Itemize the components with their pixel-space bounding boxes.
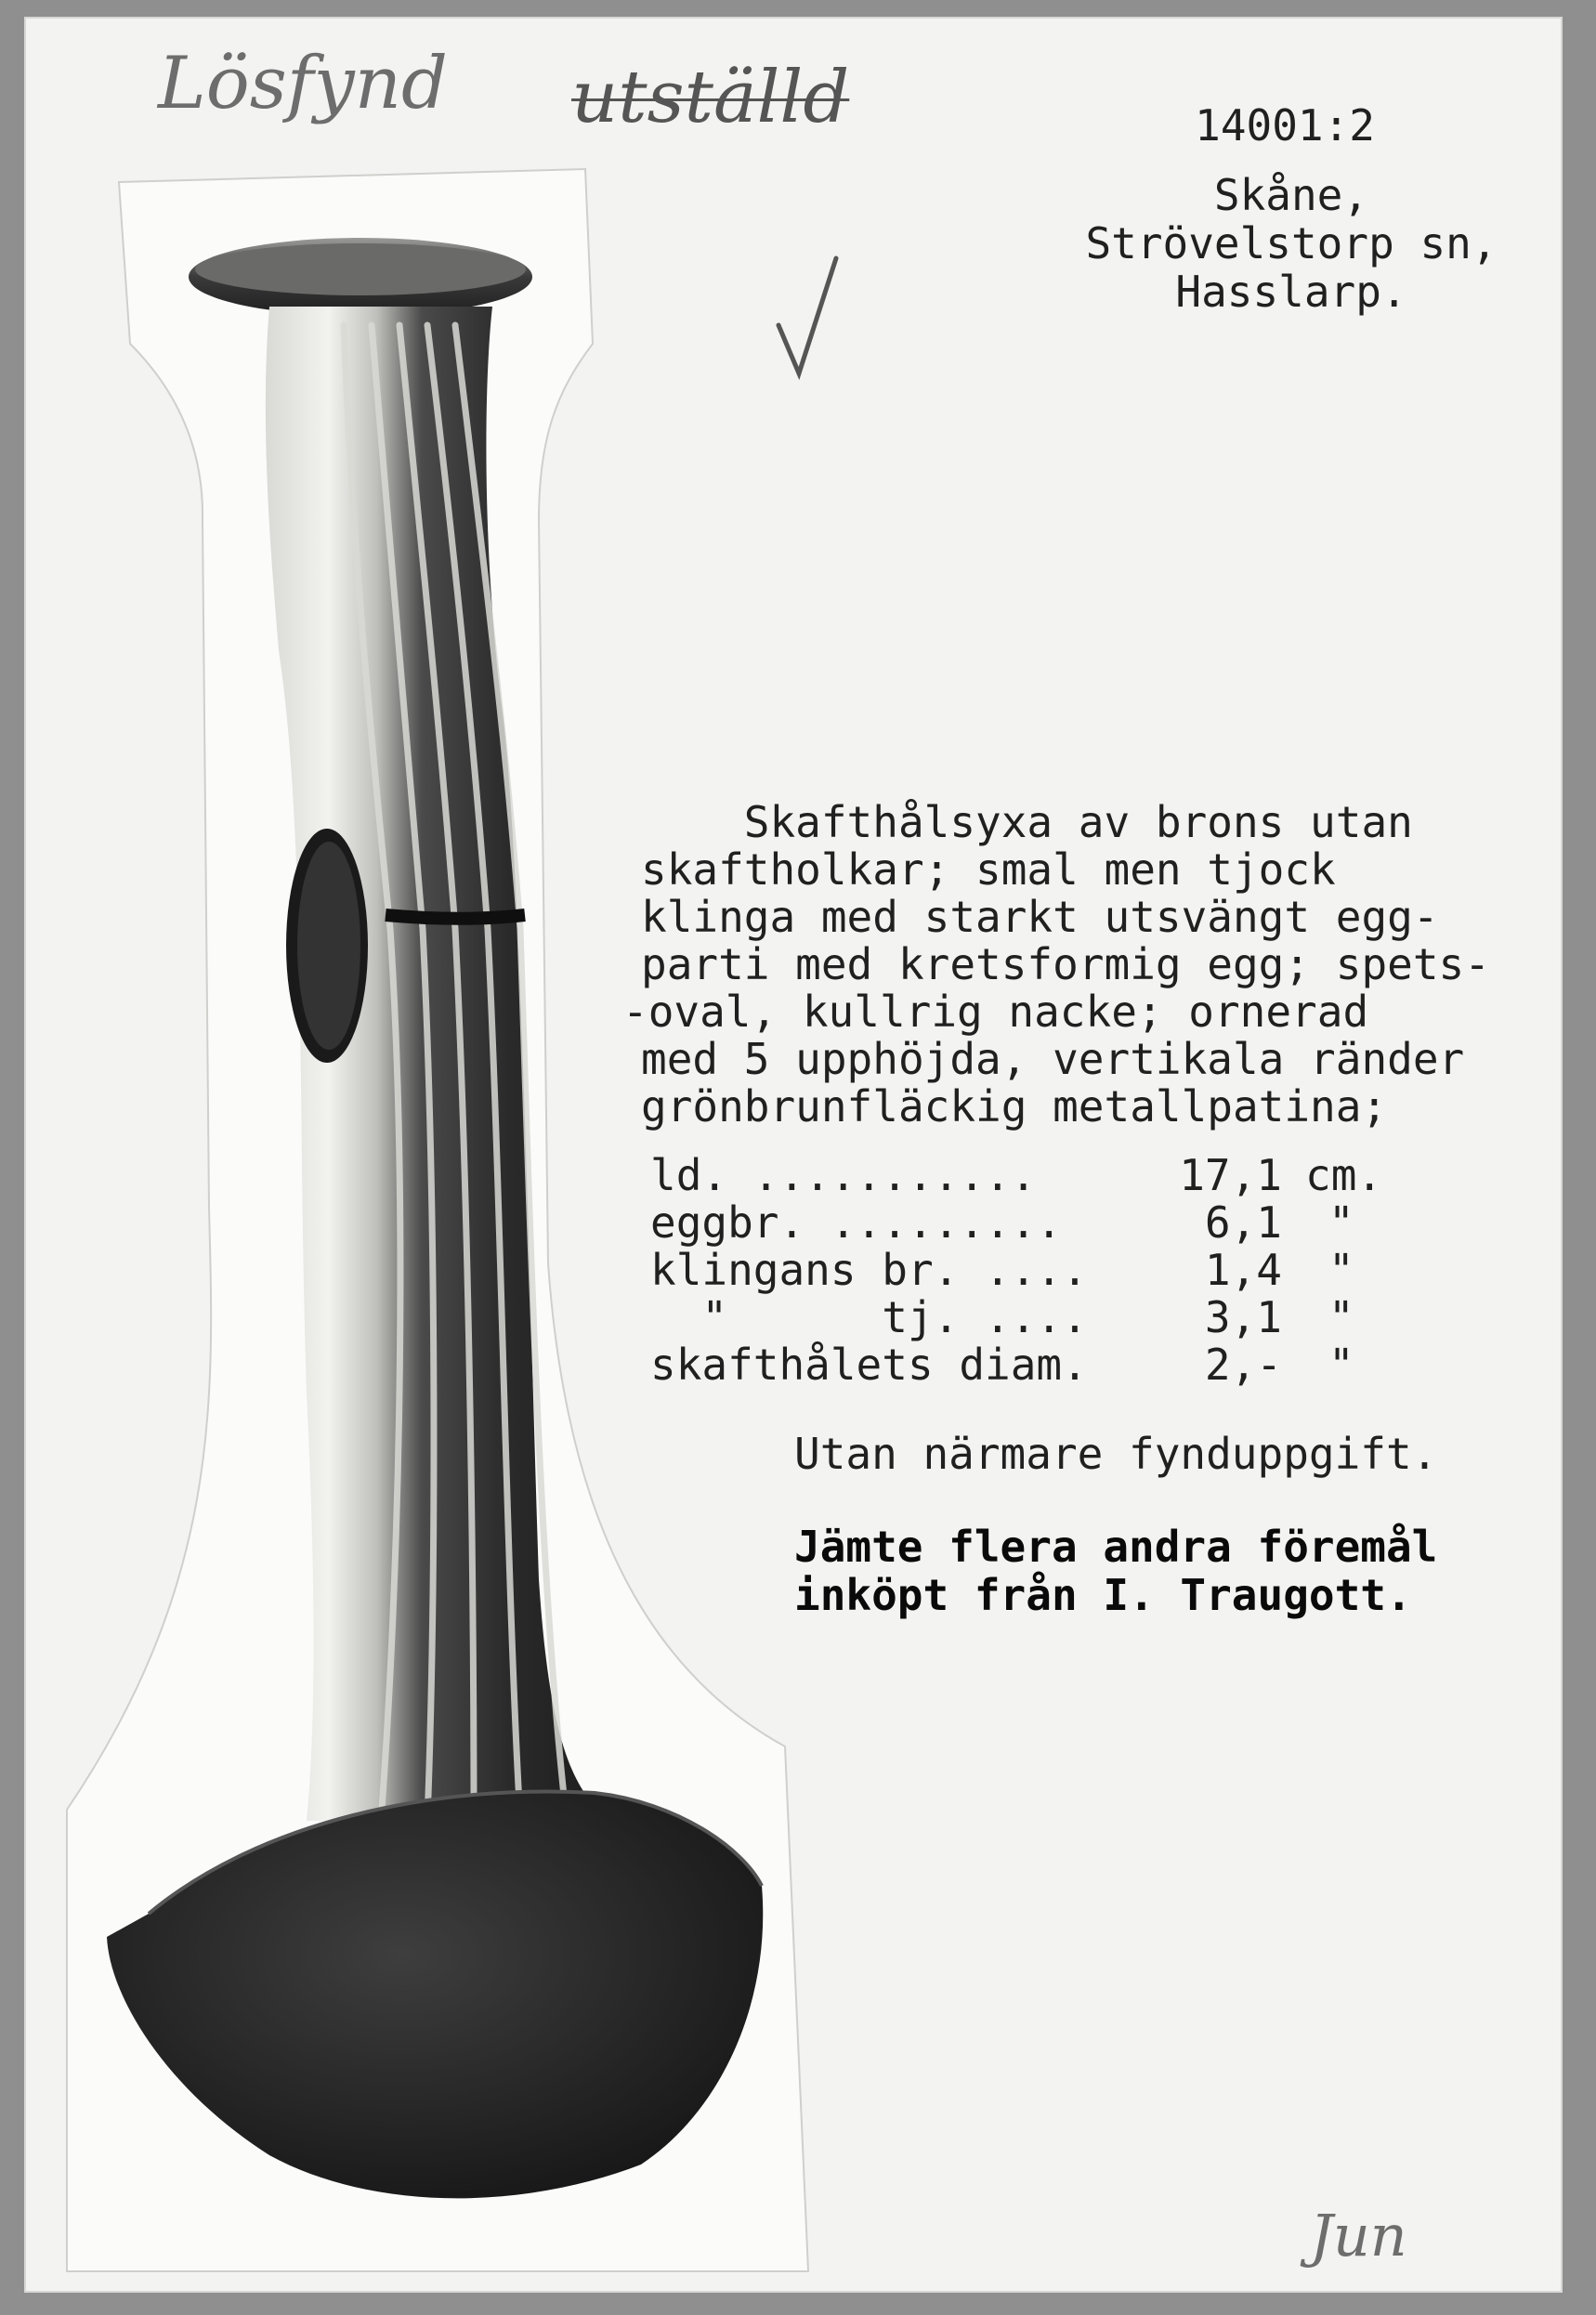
note-purchase-line-1: Jämte flera andra föremål (794, 1522, 1438, 1572)
description-line: klinga med starkt utsvängt egg- (641, 892, 1439, 942)
description-line: -oval, kullrig nacke; ornerad (622, 987, 1369, 1037)
measure-unit: " (1328, 1245, 1354, 1295)
location-line-2: Strövelstorp sn, (1085, 218, 1498, 268)
measure-label: skafthålets diam. (650, 1340, 1088, 1390)
description-line: skaftholkar; smal men tjock (641, 844, 1336, 895)
measure-unit: " (1328, 1340, 1354, 1390)
measure-value: 1,4 (1204, 1245, 1282, 1295)
catalog-number: 14001:2 (1195, 100, 1375, 150)
handwritten-signature: Jun (1310, 2202, 1407, 2269)
measure-value: 3,1 (1204, 1292, 1282, 1342)
location-line-3: Hasslarp. (1175, 267, 1407, 317)
note-no-find-info: Utan närmare fynduppgift. (794, 1429, 1438, 1479)
measure-unit: " (1328, 1197, 1354, 1248)
measure-label: klingans br. .... (650, 1245, 1088, 1295)
measure-value: 6,1 (1204, 1197, 1282, 1248)
measure-value: 17,1 (1179, 1150, 1282, 1200)
measure-value: 2,- (1204, 1340, 1282, 1390)
note-purchase-line-2: inköpt från I. Traugott. (794, 1570, 1412, 1620)
measure-unit: " (1328, 1292, 1354, 1342)
measure-label: ld. ........... (650, 1150, 1037, 1200)
measure-label: " tj. .... (650, 1292, 1088, 1342)
location-line-1: Skåne, (1213, 170, 1369, 220)
measure-unit: cm. (1305, 1150, 1383, 1200)
measure-label: eggbr. ......... (650, 1197, 1063, 1248)
description-line: grönbrunfläckig metallpatina; (641, 1081, 1388, 1131)
handwritten-utstalld-struck: utställd (571, 56, 850, 139)
description-line: parti med kretsformig egg; spets- (641, 939, 1490, 989)
checkmark (771, 251, 845, 381)
description-line: Skafthålsyxa av brons utan (641, 797, 1413, 847)
description-line: med 5 upphöjda, vertikala ränder (641, 1034, 1465, 1084)
handwritten-losfynd: Lösfynd (158, 42, 448, 125)
